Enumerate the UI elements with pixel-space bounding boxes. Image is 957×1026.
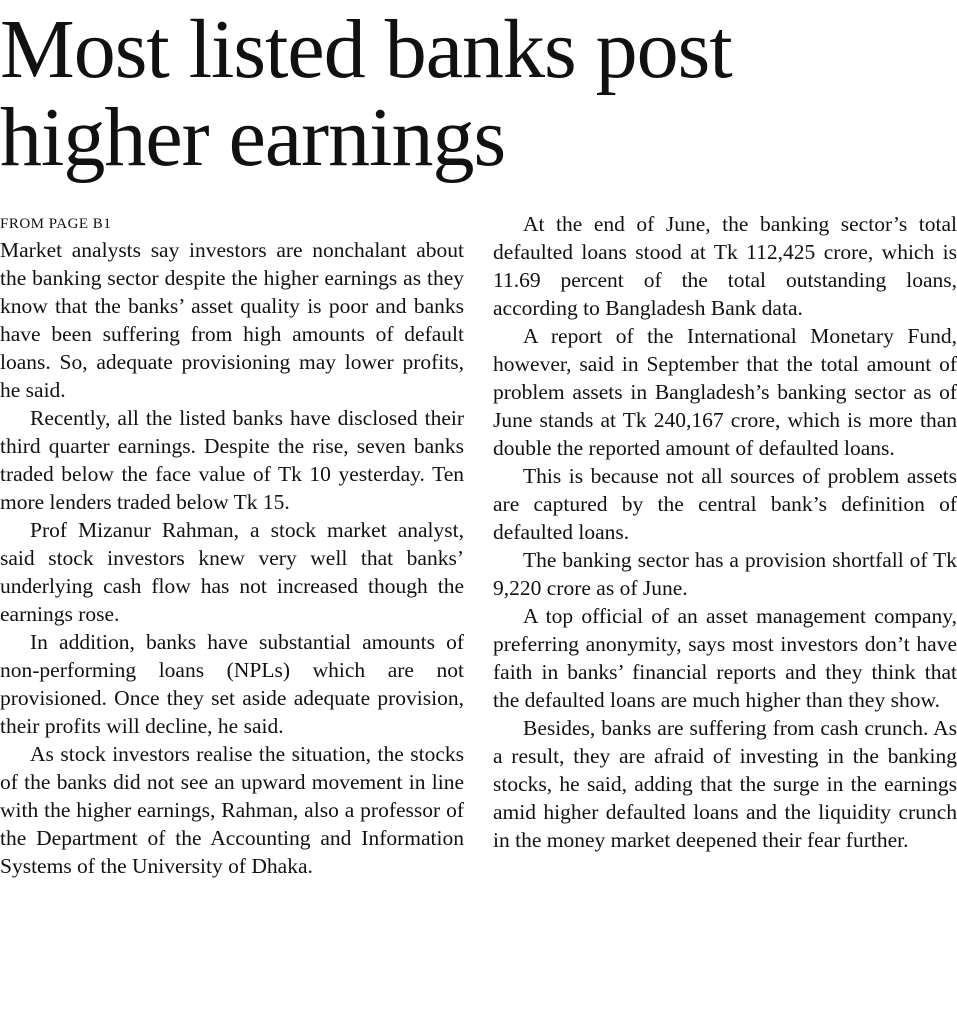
paragraph: Market analysts say investors are nonchalant about the banking sector despite the higher earnings as they know that the banks’ asset quality is poor and banks have been suffering from high amounts of default loans. So, adequate provisioning may lower profits, he said. bbox=[0, 238, 464, 402]
paragraph: As stock investors realise the situation, the stocks of the banks did not see an upward movement in line with the higher earnings, Rahman, also a professor of the Department of the Accounting and Information Systems of the University of Dhaka. bbox=[0, 742, 464, 878]
paragraph: In addition, banks have substantial amounts of non-performing loans (NPLs) which are not provisioned. Once they set aside adequate provision, their profits will decline, he said. bbox=[0, 630, 464, 738]
paragraph: Prof Mizanur Rahman, a stock market analyst, said stock investors knew very well that banks’ underlying cash flow has not increased though the earnings rose. bbox=[0, 518, 464, 626]
right-column bbox=[493, 210, 957, 854]
paragraph: At the end of June, the banking sector’s total defaulted loans stood at Tk 112,425 crore, which is 11.69 percent of the total outstanding loans, according to Bangladesh Bank data. bbox=[493, 212, 957, 320]
paragraph: The banking sector has a provision shortfall of Tk 9,220 crore as of June. bbox=[493, 548, 957, 600]
left-column bbox=[0, 210, 464, 880]
paragraph: A top official of an asset management company, preferring anonymity, says most investors don’t have faith in banks’ financial reports and they think that the defaulted loans are much higher than they show. bbox=[493, 604, 957, 712]
paragraph: A report of the International Monetary Fund, however, said in September that the total amount of problem assets in Bangladesh’s banking sector as of June stands at Tk 240,167 crore, which is more than double the reported amount of defaulted loans. bbox=[493, 324, 957, 460]
paragraph: This is because not all sources of problem assets are captured by the central bank’s definition of defaulted loans. bbox=[493, 464, 957, 544]
headline bbox=[0, 3, 957, 184]
paragraph: Recently, all the listed banks have disclosed their third quarter earnings. Despite the rise, seven banks traded below the face value of Tk 10 yesterday. Ten more lenders traded below Tk 15. bbox=[0, 406, 464, 514]
paragraph: Besides, banks are suffering from cash crunch. As a result, they are afraid of investing in the banking stocks, he said, adding that the surge in the earnings amid higher defaulted loans and the liquidity crunch in the money market deepened their fear further. bbox=[493, 716, 957, 852]
headline-line-2: higher earnings bbox=[0, 91, 506, 184]
headline-line-1: Most listed banks post bbox=[0, 3, 732, 96]
jump-line: FROM PAGE B1 bbox=[0, 216, 112, 232]
